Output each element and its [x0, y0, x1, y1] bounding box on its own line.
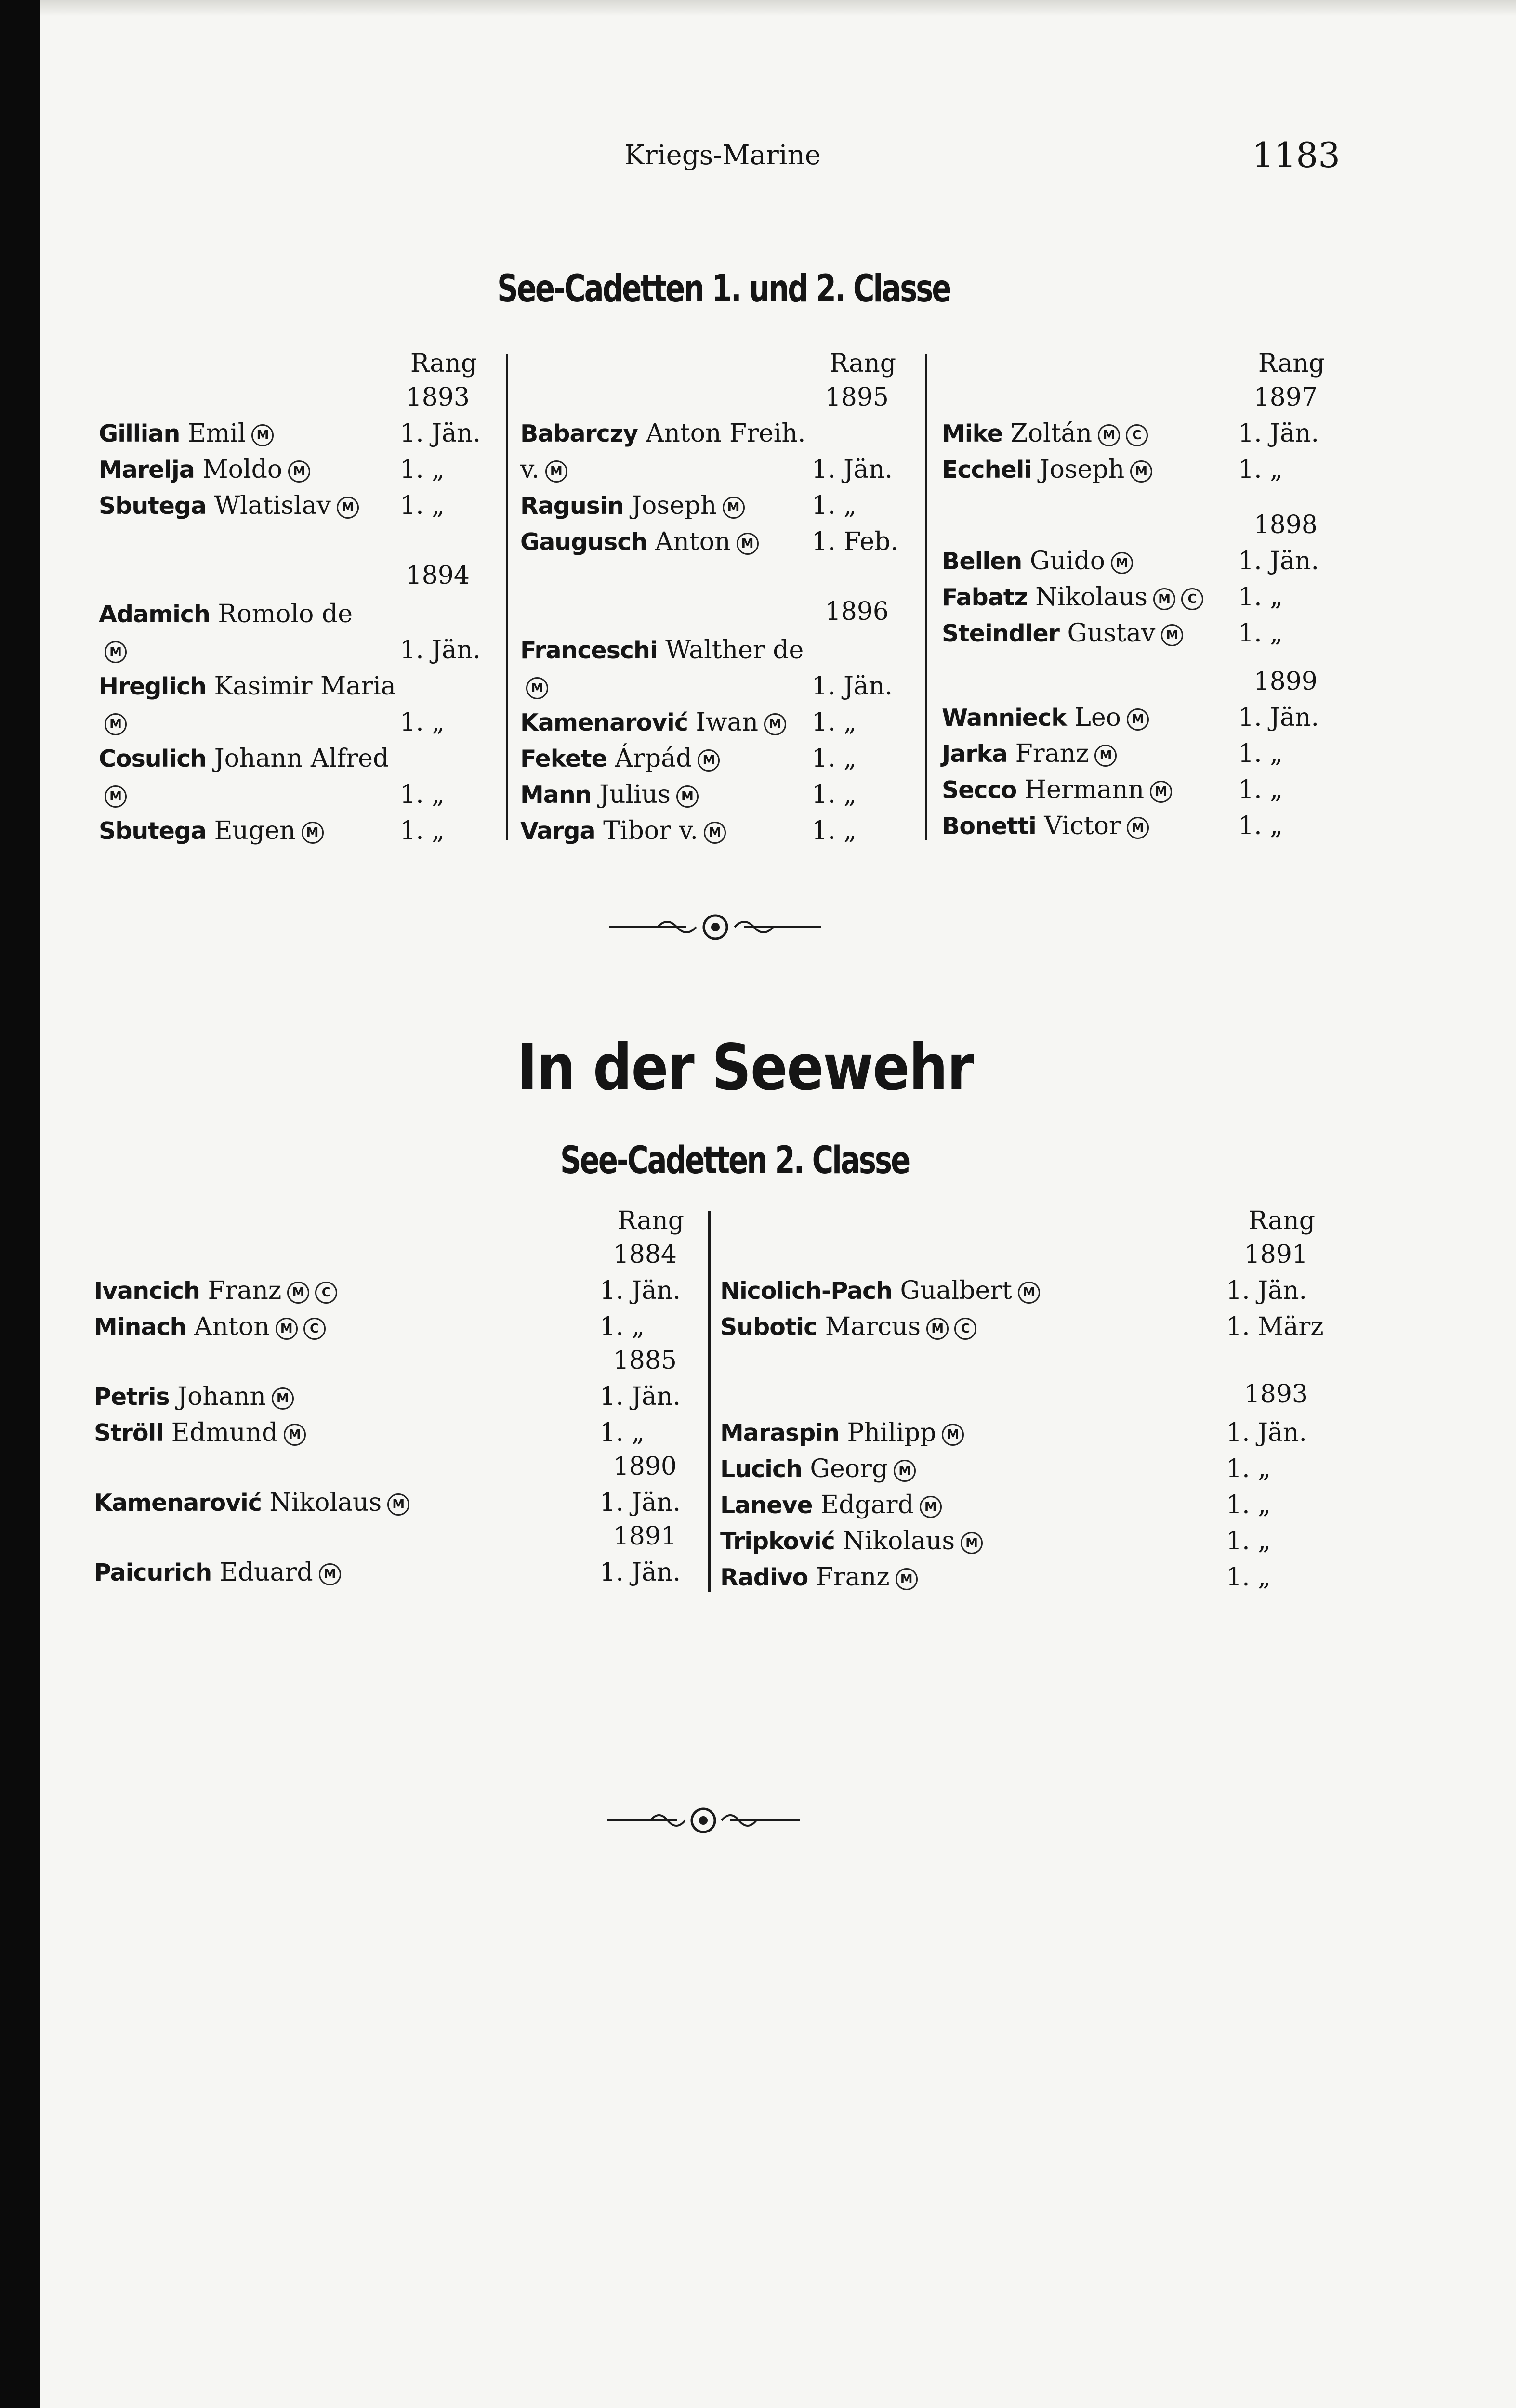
list-item	[99, 419, 274, 448]
rank-date: 1. Jän.	[600, 1488, 681, 1517]
surname: Gillian	[99, 420, 180, 447]
given-name: Franz	[816, 1563, 890, 1592]
rank-date: 1. „	[400, 491, 445, 520]
given-name: Kasimir Maria	[214, 672, 396, 701]
year-heading: 1890	[613, 1452, 677, 1481]
list-item	[720, 1312, 976, 1341]
surname: Hreglich	[99, 673, 207, 700]
rang-header: Rang	[1258, 349, 1325, 378]
rank-date: 1. „	[600, 1312, 645, 1341]
rank-date: 1. „	[812, 816, 857, 845]
rank-date: 1. „	[812, 491, 857, 520]
given-name: Emil	[187, 419, 246, 448]
decoration-m-icon: M	[1018, 1282, 1040, 1304]
list-item	[942, 619, 1183, 648]
decoration-c-icon: C	[1126, 424, 1148, 446]
year-heading: 1894	[406, 561, 470, 590]
rank-date: 1. „	[1238, 811, 1283, 840]
rang-header: Rang	[829, 349, 896, 378]
decoration-m-icon: M	[1153, 588, 1175, 610]
given-name: Edgard	[820, 1491, 914, 1519]
list-item	[99, 491, 359, 520]
surname: Sbutega	[99, 492, 207, 520]
given-name: Philipp	[847, 1418, 936, 1447]
list-item	[94, 1276, 337, 1305]
given-name: Hermann	[1024, 775, 1145, 804]
list-item	[520, 708, 786, 737]
list-item	[720, 1563, 918, 1592]
surname: Eccheli	[942, 456, 1032, 484]
rank-date: 1. „	[600, 1418, 645, 1447]
section1-title-wrap	[434, 267, 1012, 311]
rang-header: Rang	[1248, 1206, 1315, 1235]
rank-date: 1. Jän.	[812, 455, 893, 484]
year-heading: 1895	[825, 383, 889, 412]
surname: Tripković	[720, 1528, 835, 1555]
given-name: Joseph	[1039, 455, 1125, 484]
given-name: Guido	[1029, 547, 1106, 576]
surname: Steindler	[942, 620, 1059, 647]
surname: Gaugusch	[520, 528, 647, 556]
rank-date: 1. Jän.	[600, 1382, 681, 1411]
section1-title: See-Cadetten 1. und 2. Classe	[497, 267, 950, 311]
ornament-divider	[609, 910, 821, 944]
surname: Jarka	[942, 740, 1008, 768]
surname: Laneve	[720, 1492, 813, 1519]
decoration-m-icon: M	[926, 1318, 949, 1340]
decoration-m-icon: M	[1161, 624, 1183, 646]
list-item	[720, 1276, 1040, 1305]
rank-date: 1. „	[1226, 1563, 1271, 1592]
list-item	[520, 491, 745, 520]
list-item	[720, 1418, 964, 1447]
year-heading: 1897	[1253, 383, 1318, 412]
rank-date: 1. „	[1238, 583, 1283, 612]
ornament-divider	[607, 1804, 800, 1837]
decoration-m-icon: M	[1130, 460, 1152, 483]
decoration-m-icon: M	[942, 1424, 964, 1446]
year-heading: 1891	[613, 1522, 677, 1551]
surname: Kamenarović	[94, 1489, 262, 1517]
given-name: Johann	[177, 1382, 266, 1411]
decoration-m-icon: M	[272, 1387, 294, 1410]
decoration-m-icon: M	[287, 1282, 309, 1304]
surname: Varga	[520, 817, 595, 845]
given-name: Nikolaus	[843, 1527, 955, 1556]
decoration-m-icon: M	[105, 785, 127, 808]
given-name: Edmund	[171, 1418, 278, 1447]
surname: Radivo	[720, 1564, 808, 1591]
given-name: v.	[520, 455, 540, 484]
rang-header: Rang	[617, 1206, 684, 1235]
surname: Sbutega	[99, 817, 207, 845]
list-item	[720, 1454, 916, 1483]
list-item	[94, 1488, 409, 1517]
list-item	[99, 636, 127, 665]
given-name: Eduard	[219, 1558, 313, 1587]
list-item	[94, 1312, 326, 1341]
list-item	[942, 583, 1203, 612]
rank-date: 1. „	[1226, 1454, 1271, 1483]
rank-date: 1. „	[1238, 619, 1283, 648]
decoration-c-icon: C	[954, 1318, 976, 1340]
list-item	[942, 739, 1117, 768]
list-item	[99, 600, 353, 628]
surname: Ivancich	[94, 1277, 200, 1305]
list-item	[520, 419, 805, 448]
surname: Adamich	[99, 601, 210, 628]
given-name: Victor	[1044, 811, 1121, 840]
list-item	[99, 455, 310, 484]
given-name: Zoltán	[1010, 419, 1093, 448]
given-name: Romolo de	[218, 600, 353, 628]
surname: Ströll	[94, 1419, 164, 1447]
list-item	[520, 816, 726, 845]
list-item	[520, 744, 720, 773]
surname: Bonetti	[942, 812, 1036, 840]
given-name: Franz	[208, 1276, 282, 1305]
surname: Cosulich	[99, 745, 207, 772]
given-name: Anton Freih.	[646, 419, 806, 448]
decoration-m-icon: M	[526, 677, 548, 699]
decoration-m-icon: M	[676, 785, 699, 808]
rank-date: 1. Jän.	[1226, 1418, 1307, 1447]
decoration-m-icon: M	[319, 1563, 341, 1585]
decoration-m-icon: M	[1111, 552, 1133, 574]
list-item	[99, 744, 389, 773]
rank-date: 1. „	[400, 816, 445, 845]
surname: Minach	[94, 1313, 186, 1341]
given-name: Anton	[194, 1312, 270, 1341]
given-name: Anton	[655, 527, 731, 556]
page-top-edge	[40, 0, 1516, 16]
given-name: Leo	[1074, 703, 1121, 732]
page-edge-shadow	[0, 0, 40, 2408]
section2-title-wrap	[506, 1139, 963, 1182]
list-item	[942, 455, 1152, 484]
rank-date: 1. Jän.	[812, 672, 893, 701]
given-name: Nikolaus	[1035, 583, 1148, 612]
year-heading: 1896	[825, 597, 889, 626]
decoration-m-icon: M	[1094, 745, 1117, 767]
surname: Maraspin	[720, 1419, 839, 1447]
rank-date: 1. Jän.	[1238, 703, 1319, 732]
rang-header: Rang	[410, 349, 477, 378]
column-divider	[506, 354, 508, 840]
decoration-m-icon: M	[288, 460, 310, 483]
rank-date: 1. „	[1226, 1527, 1271, 1556]
surname: Fabatz	[942, 584, 1028, 611]
decoration-m-icon: M	[961, 1532, 983, 1554]
surname: Nicolich-Pach	[720, 1277, 892, 1305]
given-name: Wlatislav	[214, 491, 331, 520]
given-name: Gustav	[1067, 619, 1156, 648]
decoration-m-icon: M	[284, 1424, 306, 1446]
rank-date: 1. „	[400, 708, 445, 737]
given-name: Moldo	[202, 455, 283, 484]
decoration-c-icon: C	[315, 1282, 337, 1304]
decoration-m-icon: M	[105, 641, 127, 663]
decoration-m-icon: M	[1127, 708, 1149, 731]
list-item	[520, 636, 804, 665]
given-name: Árpád	[615, 744, 692, 773]
rank-date: 1. Jän.	[400, 419, 481, 448]
page-number: 1183	[1252, 135, 1340, 175]
year-heading: 1885	[613, 1346, 677, 1375]
list-item	[99, 780, 127, 809]
list-item	[520, 672, 548, 701]
decoration-m-icon: M	[896, 1568, 918, 1590]
rank-date: 1. „	[1226, 1491, 1271, 1519]
surname: Mike	[942, 420, 1003, 447]
decoration-m-icon: M	[698, 749, 720, 772]
decoration-c-icon: C	[303, 1318, 326, 1340]
year-heading: 1898	[1253, 510, 1318, 539]
list-item	[99, 672, 396, 701]
given-name: Georg	[810, 1454, 888, 1483]
rank-date: 1. „	[812, 780, 857, 809]
decoration-m-icon: M	[105, 713, 127, 735]
surname: Kamenarović	[520, 709, 688, 736]
given-name: Tibor v.	[603, 816, 699, 845]
decoration-m-icon: M	[920, 1496, 942, 1518]
list-item	[942, 547, 1133, 576]
decoration-m-icon: M	[737, 533, 759, 555]
rank-date: 1. Jän.	[1238, 419, 1319, 448]
rank-date: 1. Jän.	[1226, 1276, 1307, 1305]
year-heading: 1884	[613, 1240, 677, 1269]
rank-date: 1. „	[812, 708, 857, 737]
rank-date: 1. Jän.	[400, 636, 481, 665]
list-item	[720, 1527, 983, 1556]
surname: Secco	[942, 776, 1017, 804]
surname: Paicurich	[94, 1559, 212, 1586]
list-item	[942, 703, 1149, 732]
rank-date: 1. „	[400, 780, 445, 809]
list-item	[94, 1558, 341, 1587]
list-item	[520, 780, 699, 809]
decoration-m-icon: M	[387, 1493, 409, 1516]
surname: Mann	[520, 781, 592, 809]
decoration-m-icon: M	[276, 1318, 298, 1340]
list-item	[942, 419, 1148, 448]
decoration-m-icon: M	[337, 497, 359, 519]
rank-date: 1. „	[1238, 739, 1283, 768]
year-heading: 1891	[1244, 1240, 1308, 1269]
given-name: Johann Alfred	[214, 744, 389, 773]
given-name: Julius	[599, 780, 671, 809]
given-name: Joseph	[632, 491, 717, 520]
rank-date: 1. „	[812, 744, 857, 773]
decoration-m-icon: M	[251, 424, 274, 446]
list-item	[942, 775, 1172, 804]
decoration-m-icon: M	[764, 713, 786, 735]
column-divider	[925, 354, 927, 840]
list-item	[520, 455, 567, 484]
year-heading: 1899	[1253, 667, 1318, 696]
given-name: Franz	[1015, 739, 1089, 768]
decoration-m-icon: M	[1150, 781, 1172, 803]
list-item	[720, 1491, 942, 1519]
surname: Wannieck	[942, 704, 1067, 732]
given-name: Nikolaus	[269, 1488, 382, 1517]
surname: Lucich	[720, 1455, 802, 1483]
decoration-c-icon: C	[1181, 588, 1203, 610]
surname: Babarczy	[520, 420, 638, 447]
list-item	[94, 1418, 306, 1447]
decoration-m-icon: M	[1127, 817, 1149, 839]
year-heading: 1893	[406, 383, 470, 412]
running-header: Kriegs-Marine	[624, 140, 821, 171]
decoration-m-icon: M	[723, 497, 745, 519]
section2-title: See-Cadetten 2. Classe	[560, 1139, 910, 1182]
surname: Franceschi	[520, 637, 658, 664]
given-name: Iwan	[696, 708, 758, 737]
surname: Fekete	[520, 745, 607, 772]
rank-date: 1. Jän.	[600, 1558, 681, 1587]
rank-date: 1. März	[1226, 1312, 1324, 1341]
rank-date: 1. Jän.	[600, 1276, 681, 1305]
surname: Bellen	[942, 548, 1022, 575]
rank-date: 1. Jän.	[1238, 547, 1319, 576]
column-divider	[708, 1211, 711, 1592]
rank-date: 1. „	[400, 455, 445, 484]
surname: Petris	[94, 1383, 170, 1411]
given-name: Gualbert	[900, 1276, 1012, 1305]
decoration-m-icon: M	[545, 460, 567, 483]
surname: Subotic	[720, 1313, 817, 1341]
rank-date: 1. Feb.	[812, 527, 898, 556]
decoration-m-icon: M	[894, 1460, 916, 1482]
list-item	[99, 816, 324, 845]
given-name: Walther de	[665, 636, 804, 665]
rank-date: 1. „	[1238, 775, 1283, 804]
surname: Marelja	[99, 456, 195, 484]
decoration-m-icon: M	[1098, 424, 1120, 446]
decoration-m-icon: M	[302, 822, 324, 844]
list-item	[94, 1382, 294, 1411]
surname: Ragusin	[520, 492, 624, 520]
list-item	[520, 527, 759, 556]
year-heading: 1893	[1244, 1380, 1308, 1409]
section2-big-title: In der Seewehr	[517, 1031, 974, 1105]
given-name: Eugen	[214, 816, 296, 845]
list-item	[942, 811, 1149, 840]
section2-big-title-wrap	[482, 1031, 988, 1105]
list-item	[99, 708, 127, 737]
given-name: Marcus	[825, 1312, 921, 1341]
decoration-m-icon: M	[704, 822, 726, 844]
rank-date: 1. „	[1238, 455, 1283, 484]
